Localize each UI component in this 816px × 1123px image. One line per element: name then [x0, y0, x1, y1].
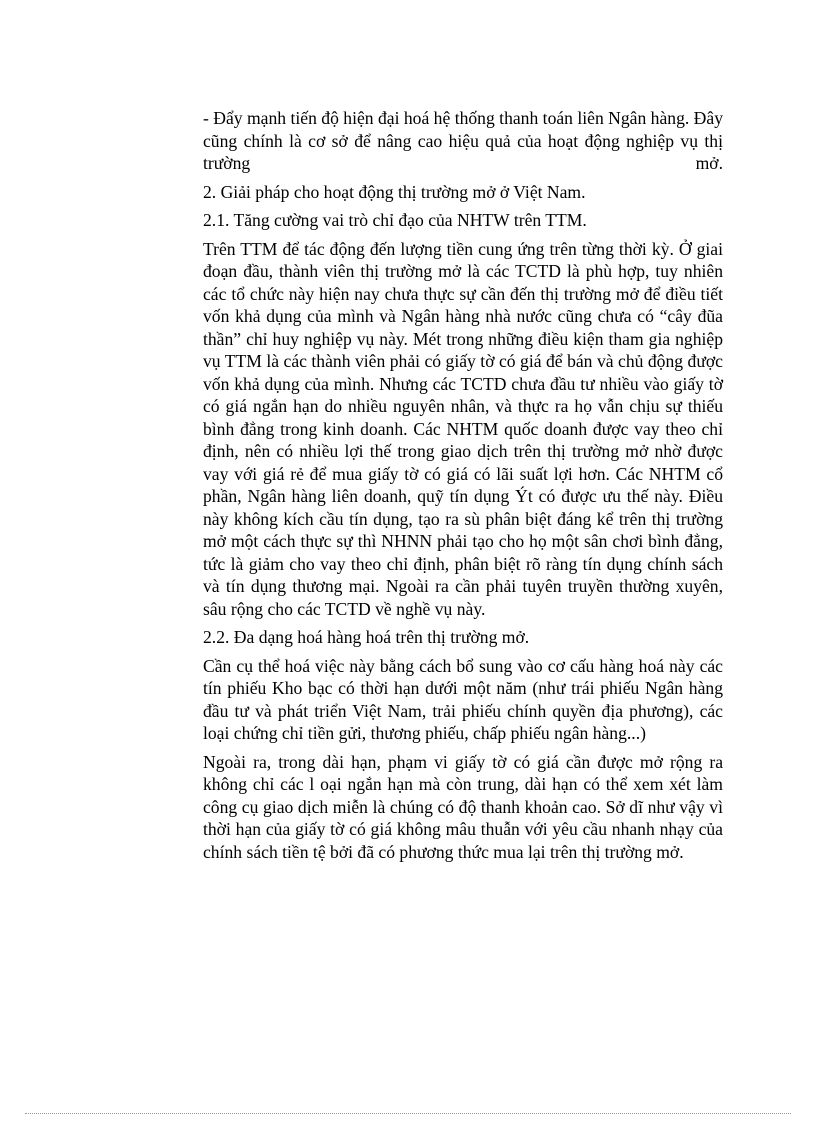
section-heading-2: 2. Giải pháp cho hoạt động thị trường mở ở Việt Nam. [203, 181, 586, 202]
paragraph-diversify-goods: Cần cụ thể hoá việc này bằng cách bổ sung vào cơ cấu hàng hoá này các tín phiếu Kho bạc có thời hạn dưới một năm (như trái phiếu Ngân hàng đầu tư và phát triển Việt Nam, trải phiếu chính quyền địa phương), các loại chứng chỉ tiền gửi, thương phiếu, chấp phiếu ngân hàng...) [203, 655, 723, 743]
section-heading-2-2: 2.2. Đa dạng hoá hàng hoá trên thị trường mở. [203, 627, 530, 647]
page-bottom-divider [25, 1113, 791, 1114]
paragraph-central-bank-role: Trên TTM để tác động đến lượng tiền cung ứng trên từng thời kỳ. Ở giai đoạn đầu, thành viên thị trường mở là các TCTD là phù hợp, tuy nhiên các tổ chức này hiện nay chưa thực sự cần đến thị trường mở để điều tiết vốn khả dụng của mình và Ngân hàng nhà nước cũng chưa có “cây đũa thần” chỉ huy nghiệp vụ này. Mét trong những điều kiện tham gia nghiệp vụ TTM là các thành viên phải có giấy tờ có giá để bán và chủ động được vốn khả dụng của mình. Nhưng các TCTD chưa đầu tư nhiều vào giấy tờ có giá ngắn hạn do nhiều nguyên nhân, và thực ra họ vẫn chịu sự thiếu bình đẳng trong kinh doanh. Các NHTM quốc doanh được vay theo chỉ định, nên có nhiều lợi thế trong giao dịch trên thị trường mở nhờ được vay với giá rẻ để mua giấy tờ có giá có lãi suất lợi hơn. Các NHTM cổ phần, Ngân hàng liên doanh, quỹ tín dụng Ýt có được ưu thế này. Điều này không kích cầu tín dụng, tạo ra sù phân biệt đáng kể trên thị trường mở một cách thực sự thì NHNN phải tạo cho họ một sân chơi bình đẳng, tức là giảm cho vay theo chỉ định, phân biệt rõ ràng tín dụng chính sách và tín dụng thương mại. Ngoài ra cần phải tuyên truyền thường xuyên, sâu rộng cho các TCTD về nghề vụ này. [203, 238, 723, 619]
paragraph-long-term-scope: Ngoài ra, trong dài hạn, phạm vi giấy tờ có giá cần được mở rộng ra không chỉ các l oại ngắn hạn mà còn trung, dài hạn có thể xem xét làm công cụ giao dịch miễn là chúng có độ thanh khoản cao. Sở dĩ như vậy vì thời hạn của giấy tờ có giá không mâu thuẫn với yêu cầu nhanh nhạy của chính sách tiền tệ bởi đã có phương thức mua lại trên thị trường mở. [203, 751, 723, 862]
section-heading-2-1: 2.1. Tăng cường vai trò chỉ đạo của NHTW trên TTM. [203, 210, 587, 230]
document-page [203, 107, 723, 869]
paragraph-modernize-payment: - Đẩy mạnh tiến độ hiện đại hoá hệ thống thanh toán liên Ngân hàng. Đây cũng chính là cơ sở để nâng cao hiệu quả của hoạt động nghiệp vụ thị trường mở. [203, 108, 723, 173]
